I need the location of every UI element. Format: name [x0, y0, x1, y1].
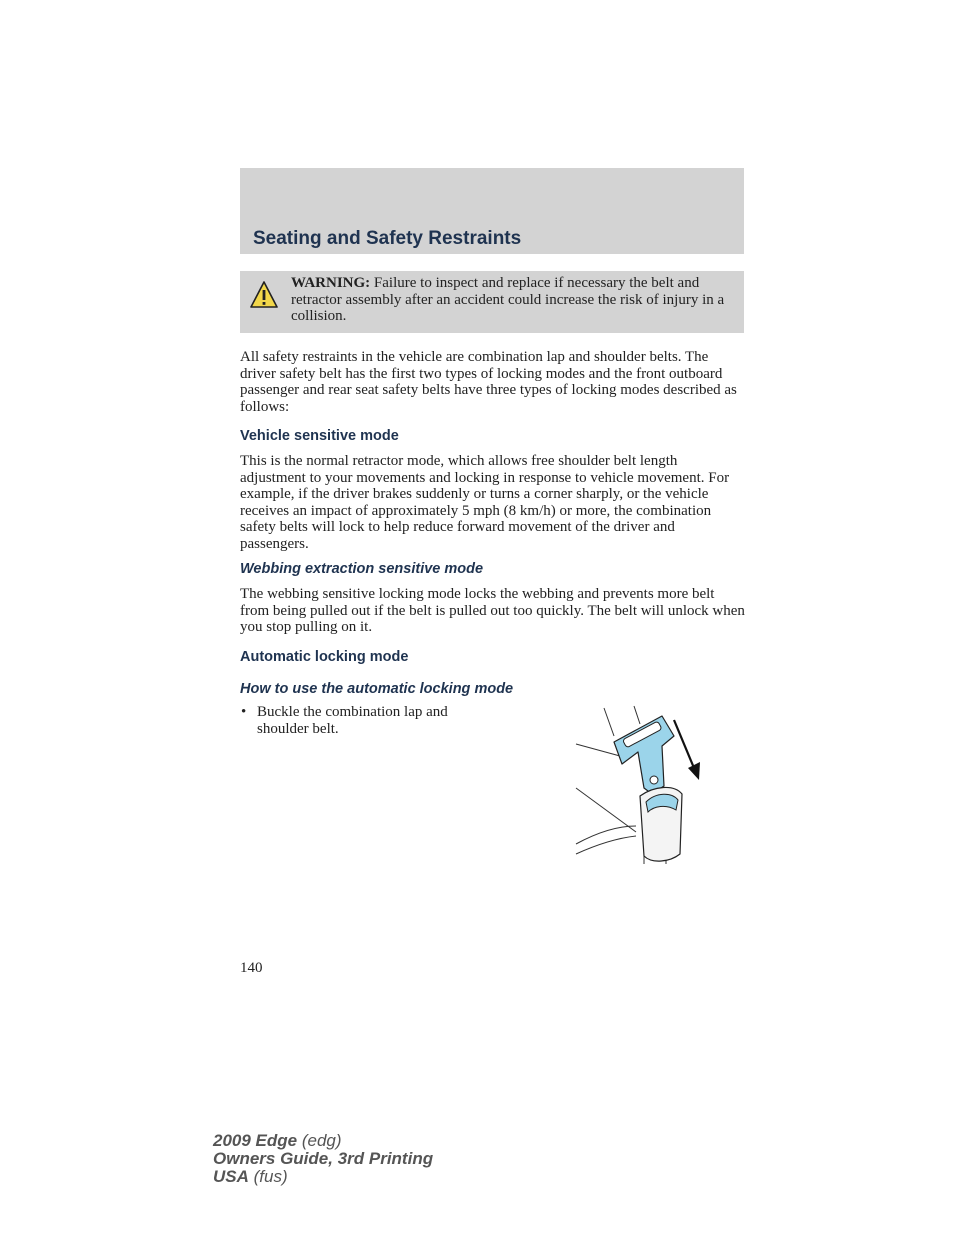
arrow-down-icon [674, 720, 700, 780]
seatbelt-buckle-illustration [574, 704, 706, 866]
section-header-bar [240, 168, 744, 254]
vehicle-sensitive-paragraph: This is the normal retractor mode, which allows free shoulder belt length adjustment to your movements and locking in response to vehicle movement. For example, if the driver brakes suddenly or turns a corner sharply, or the vehicle receives an impact of approximately 5 mph (8 km/h) or more, the combination safety belts will lock to help reduce forward movement of the driver and passengers. [240, 453, 730, 552]
warning-box [240, 271, 744, 333]
footer-model: 2009 Edge [213, 1131, 298, 1150]
warning-label: WARNING: [291, 275, 371, 291]
webbing-extraction-heading: Webbing extraction sensitive mode [240, 561, 484, 577]
instruction-list [240, 704, 500, 737]
footer-guide: Owners Guide, 3rd Printing [213, 1149, 434, 1168]
intro-paragraph: All safety restraints in the vehicle are combination lap and shoulder belts. The driver safety belt has the first two types of locking modes and the front outboard passenger and rear seat safety belts have three types of locking modes described as follows: [240, 349, 737, 415]
webbing-extraction-paragraph: The webbing sensitive locking mode locks the webbing and prevents more belt from being pulled out if the belt is pulled out too quickly. The belt will unlock when you stop pulling on it. [240, 586, 745, 635]
how-to-use-heading: How to use the automatic locking mode [240, 681, 514, 697]
footer-info [213, 1132, 433, 1186]
automatic-locking-heading: Automatic locking mode [240, 649, 409, 665]
footer-market: USA [213, 1167, 249, 1186]
footer-model-code: (edg) [297, 1131, 342, 1150]
footer-market-code: (fus) [248, 1167, 288, 1186]
warning-triangle-icon [249, 279, 279, 311]
vehicle-sensitive-heading: Vehicle sensitive mode [240, 428, 399, 444]
warning-text: Failure to inspect and replace if necessary the belt and retractor assembly after an accident could increase the risk of injury in a collision. [291, 275, 725, 324]
latch-plate [614, 716, 674, 794]
page-number: 140 [240, 960, 263, 976]
list-item: • Buckle the combination lap and shoulder belt. [240, 704, 500, 737]
page-title: Seating and Safety Restraints [253, 228, 522, 249]
